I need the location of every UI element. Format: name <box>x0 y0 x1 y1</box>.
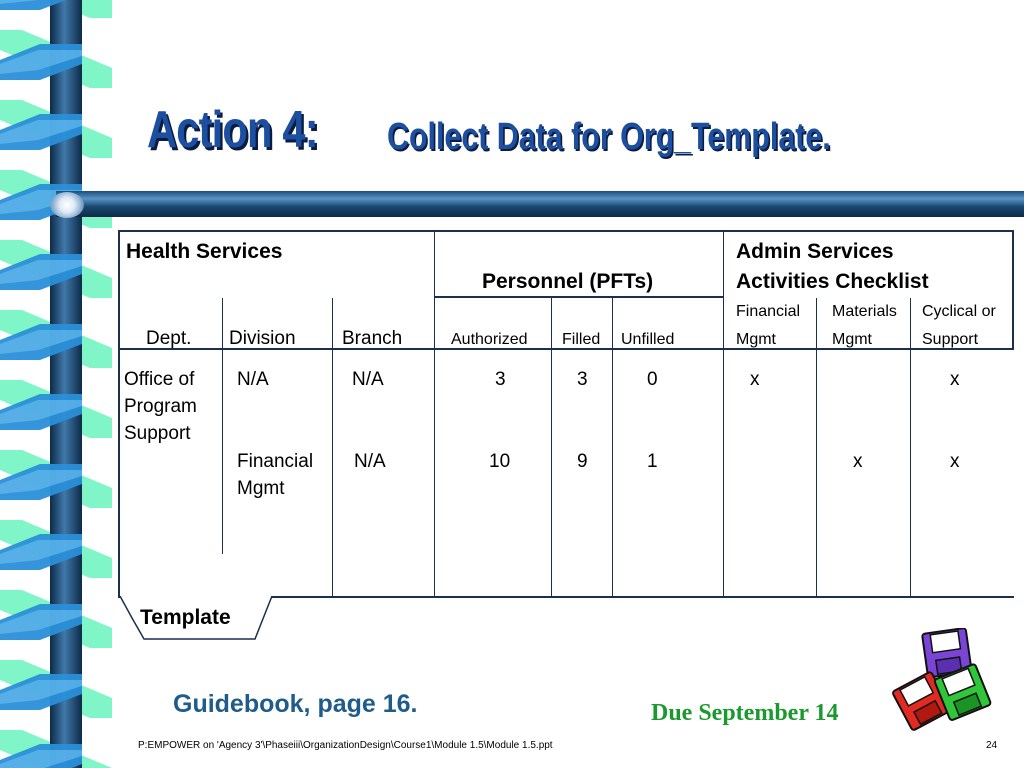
col-cyclical-line2: Support <box>922 331 979 348</box>
col-cyclical-line1: Cyclical or <box>922 303 996 320</box>
row1-division: N/A <box>237 369 269 390</box>
row2-filled: 9 <box>577 451 588 472</box>
template-tab-label: Template <box>140 606 231 629</box>
guidebook-reference: Guidebook, page 16. <box>173 690 418 718</box>
row1-dept-line3: Support <box>124 423 191 444</box>
title-divider-bar <box>56 191 1024 217</box>
row2-branch: N/A <box>354 451 386 472</box>
divider-bar-highlight <box>50 192 84 218</box>
row2-authorized: 10 <box>489 451 511 472</box>
title-action: Action 4: <box>147 101 318 159</box>
col-filled: Filled <box>562 331 601 348</box>
col-financial-line2: Mgmt <box>736 331 776 348</box>
row1-dept-line2: Program <box>124 396 197 417</box>
footer-file-path: P:EMPOWER on 'Agency 3'\Phaseiii\OrganizationDesign\Course1\Module 1.5\Module 1.5.ppt <box>138 740 553 751</box>
row1-financial: x <box>750 369 760 390</box>
row2-unfilled: 1 <box>647 451 658 472</box>
col-branch: Branch <box>342 328 403 349</box>
page-number: 24 <box>986 740 998 751</box>
col-authorized: Authorized <box>451 331 528 348</box>
row2-cyclical: x <box>950 451 960 472</box>
row1-cyclical: x <box>950 369 960 390</box>
title-subtitle: Collect Data for Org_Template. <box>387 116 831 158</box>
floppy-disks-icon <box>888 628 992 746</box>
col-dept: Dept. <box>146 328 192 349</box>
header-health-services: Health Services <box>126 240 283 263</box>
row1-dept-line1: Office of <box>124 369 195 390</box>
col-materials-line2: Mgmt <box>832 331 872 348</box>
col-unfilled: Unfilled <box>621 331 675 348</box>
row1-filled: 3 <box>577 369 588 390</box>
col-financial-line1: Financial <box>736 303 801 320</box>
left-ribbon-decoration <box>0 0 112 768</box>
due-date: Due September 14 <box>651 700 839 726</box>
col-division: Division <box>229 328 296 349</box>
row1-authorized: 3 <box>495 369 506 390</box>
row2-materials: x <box>853 451 863 472</box>
header-personnel: Personnel (PFTs) <box>482 270 654 293</box>
row1-unfilled: 0 <box>647 369 658 390</box>
row2-division-line2: Mgmt <box>237 478 285 499</box>
row2-division-line1: Financial <box>237 451 314 472</box>
header-admin-services: Admin Services <box>736 240 894 263</box>
header-activities-checklist: Activities Checklist <box>736 270 929 293</box>
row1-branch: N/A <box>352 369 384 390</box>
col-materials-line1: Materials <box>832 303 897 320</box>
slide-title <box>147 100 1007 170</box>
